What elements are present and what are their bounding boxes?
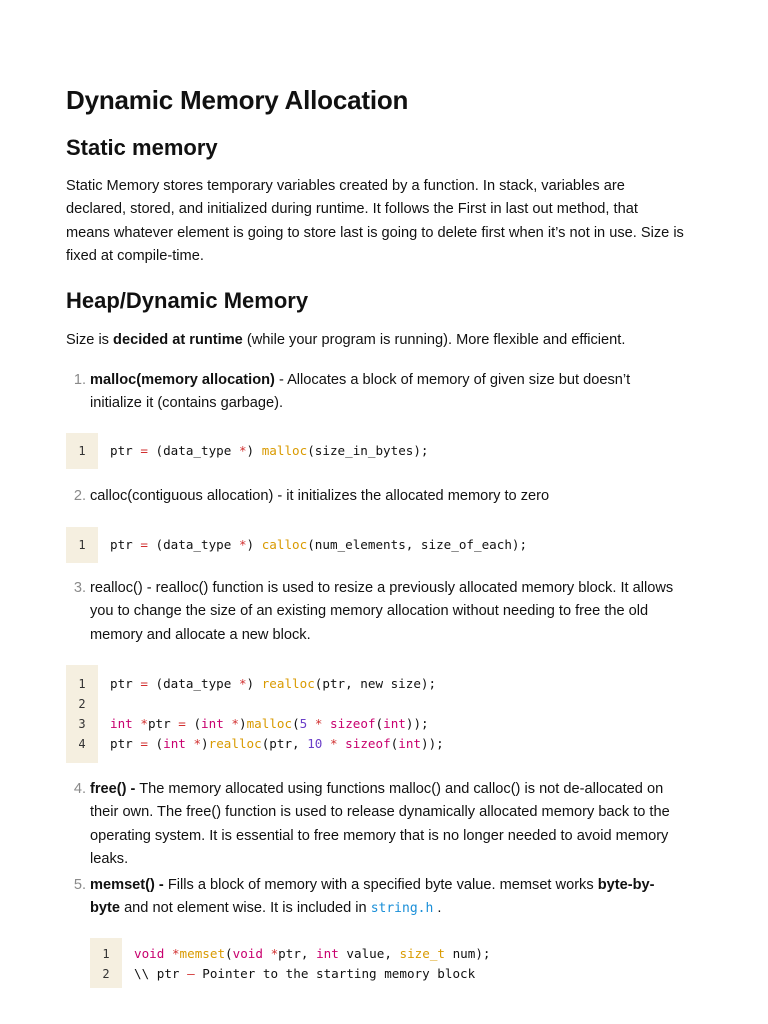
emphasis-text: decided at runtime <box>113 332 243 348</box>
code-text: ptr = (data_type *) realloc(ptr, new size); <box>110 676 437 691</box>
code-line <box>90 964 706 984</box>
list-item-memset: 5. memset() - Fills a block of memory with a specified byte value. memset works byte-by- byte and not element wise. It is included in string.h . <box>66 874 706 921</box>
list-item-free: 4. free() - The memory allocated using functions malloc() and calloc() is not de-allocated on their own. The free() function is used to release dynamically allocated memory back to the operating system. It is essential to free memory that is no longer needed to avoid memory leaks. <box>66 778 706 872</box>
emphasis-text: byte <box>90 900 121 917</box>
term-malloc: malloc(memory allocation) <box>90 372 275 388</box>
code-line <box>66 535 706 555</box>
code-line <box>66 734 706 754</box>
line-number: 1 <box>78 538 86 552</box>
line-number: 2 <box>78 697 86 711</box>
code-block-memset <box>90 938 706 988</box>
paragraph-line: means whatever element is going to store last is going to delete first when it’s not in use. Size is <box>66 224 684 241</box>
line-number: 2 <box>102 967 110 981</box>
line-number: 4 <box>78 737 86 751</box>
code-line <box>66 694 706 714</box>
code-text: void *memset(void *ptr, int value, size_t num); <box>134 946 491 961</box>
code-text: \\ ptr – Pointer to the starting memory block <box>134 966 476 981</box>
list-number: 5. <box>73 877 86 893</box>
list-number: 4. <box>73 781 86 797</box>
code-line <box>66 441 706 461</box>
inline-code-string-h: string.h <box>370 901 434 917</box>
code-text: ptr = (data_type *) malloc(size_in_bytes); <box>110 443 429 458</box>
page-title: Dynamic Memory Allocation <box>66 85 409 115</box>
code-block-realloc <box>66 665 706 763</box>
list-number: 2. <box>73 488 86 504</box>
line-number: 1 <box>78 444 86 458</box>
paragraph-line: Static Memory stores temporary variables created by a function. In stack, variables are <box>66 178 625 194</box>
term-memset: memset() - <box>90 877 164 893</box>
heap-memory-heading: Heap/Dynamic Memory <box>66 288 309 313</box>
code-line <box>90 944 706 964</box>
static-memory-heading: Static memory <box>66 135 218 160</box>
line-number: 1 <box>102 947 110 961</box>
term-free: free() - <box>90 781 136 797</box>
list-item-malloc: 1. malloc(memory allocation) - Allocates a block of memory of given size but doesn’t initialize it (contains garbage). <box>66 369 706 416</box>
line-number: 1 <box>78 677 86 691</box>
code-text: ptr = (data_type *) calloc(num_elements, size_of_each); <box>110 537 528 552</box>
code-line <box>66 714 706 734</box>
list-item-calloc: 2. calloc(contiguous allocation) - it initializes the allocated memory to zero <box>66 485 706 508</box>
code-block-calloc <box>66 527 706 563</box>
code-line <box>66 674 706 694</box>
list-number: 3. <box>73 580 86 596</box>
list-item-realloc: 3. realloc() - realloc() function is used to resize a previously allocated memory block. It allows you to change the size of an existing memory allocation without needing to free the old memory and allocate a new block. <box>66 577 706 647</box>
list-number: 1. <box>73 372 86 388</box>
paragraph-line: declared, stored, and initialized during runtime. It follows the First in last out method, that <box>66 201 638 218</box>
code-text: int *ptr = (int *)malloc(5 * sizeof(int)); <box>110 716 429 731</box>
line-number: 3 <box>78 717 86 731</box>
emphasis-text: byte-by- <box>597 877 655 893</box>
code-text: ptr = (int *)realloc(ptr, 10 * sizeof(int)); <box>110 736 444 751</box>
paragraph-line: fixed at compile-time. <box>66 248 204 265</box>
heap-intro-paragraph: Size is decided at runtime (while your program is running). More flexible and efficient. <box>66 332 626 348</box>
static-memory-paragraph <box>66 175 706 269</box>
code-block-malloc <box>66 433 706 469</box>
